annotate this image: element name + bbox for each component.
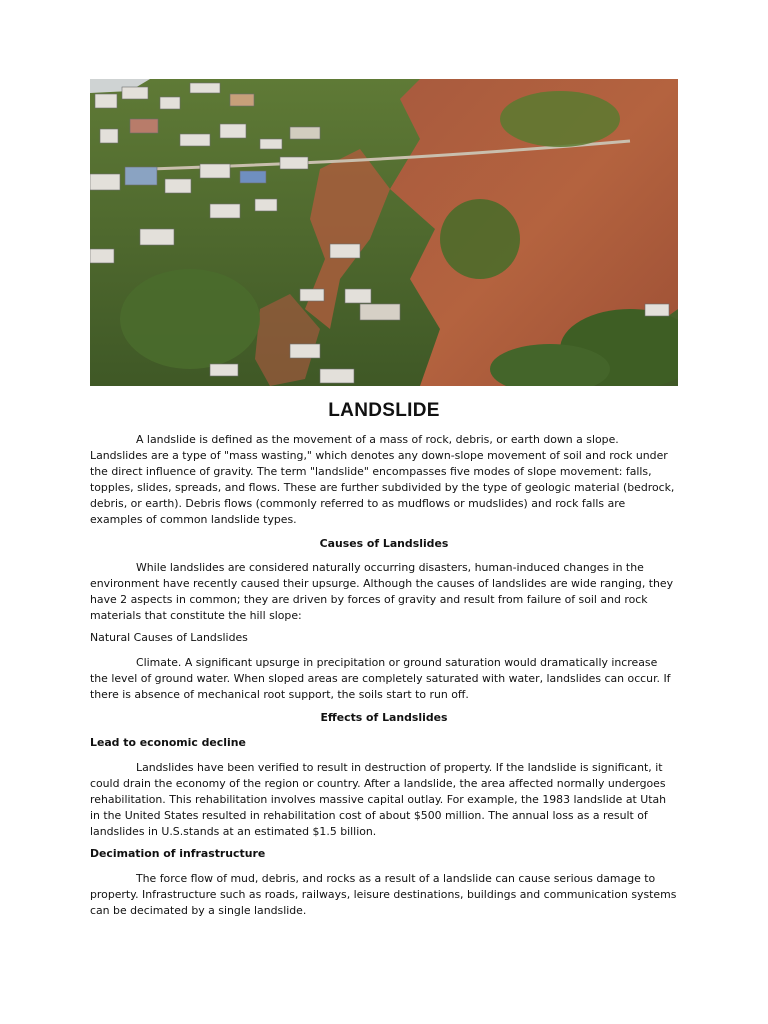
climate-paragraph: Climate. A significant upsurge in precipitation or ground saturation would dramatically increase the level of ground water. When sloped areas are completely saturated with water, landslides can occur. If there is absence of mechanical root support, the soils start to run off. (90, 656, 671, 702)
intro-paragraph: A landslide is defined as the movement of a mass of rock, debris, or earth down a slope. Landslides are a type of "mass wasting," which denotes any down-slope movement of soil and rock under the direct influence of gravity. The term "landslide" encompasses five modes of slope movement: falls, topples, slides, spreads, and flows. These are further subdivided by the type of geologic material (bedrock, debris, or earth). Debris flows (commonly referred to as mudflows or mudslides) and rock falls are examples of common landslide types. (90, 433, 675, 527)
infrastructure-heading: Decimation of infrastructure (90, 847, 266, 861)
landslide-photo (90, 79, 678, 386)
causes-paragraph: While landslides are considered naturally occurring disasters, human-induced changes in the environment have recently caused their upsurge. Although the causes of landslides are wide ranging, they have 2 aspects in common; they are driven by forces of gravity and result from failure of soil and rock materials that constitute the hill slope: (90, 560, 674, 622)
natural-causes-heading: Natural Causes of Landslides (90, 631, 248, 645)
economic-heading: Lead to economic decline (90, 735, 246, 749)
infrastructure-paragraph: The force flow of mud, debris, and rocks as a result of a landslide can cause serious damage to property. Infrastructure such as roads, railways, leisure destinations, buildings and communication systems can be decimated by a single landslide. (90, 872, 677, 918)
effects-heading: Effects of Landslides (320, 711, 448, 725)
economic-paragraph: Landslides have been verified to result in destruction of property. If the landslide is significant, it could drain the economy of the region or country. After a landslide, the area affected normally undergoes rehabilitation. This rehabilitation involves massive capital outlay. For example, the 1983 landslide at Utah in the United States resulted in rehabilitation cost of about $500 million. The annual loss as a result of landslides in U.S.stands at an estimated $1.5 billion. (90, 760, 667, 838)
causes-heading: Causes of Landslides (319, 536, 449, 550)
landslide-image (90, 79, 678, 386)
page-title: LANDSLIDE (328, 400, 440, 421)
document-body (90, 432, 678, 919)
